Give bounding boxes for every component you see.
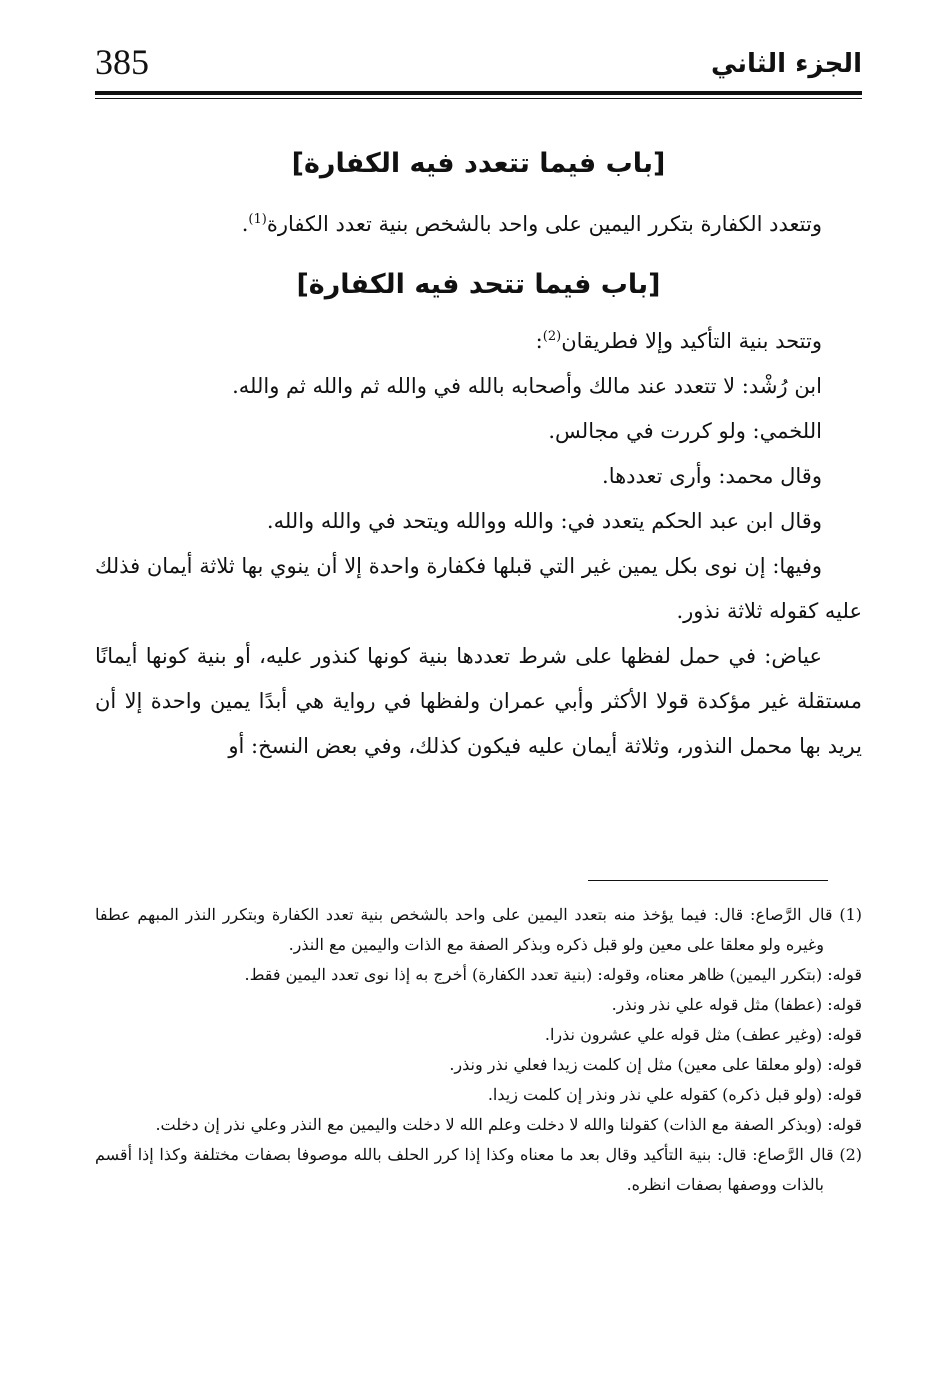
page-number: 385 (95, 42, 149, 82)
paragraph-end: : (535, 329, 543, 353)
footnote-line: قوله: (وبذكر الصفة مع الذات) كقولنا والله لا دخلت وعلم الله لا دخلت واليمين مع النذر وعلي نذر إن دخلت. (155, 1115, 862, 1134)
footnotes (95, 900, 862, 1200)
paragraph: وقال محمد: وأرى تعددها. (602, 464, 822, 488)
paragraph: اللخمي: ولو كررت في مجالس. (548, 419, 822, 443)
footnote-line: قوله: (عطفا) مثل قوله علي نذر ونذر. (611, 995, 862, 1014)
paragraph: وفيها: إن نوى بكل يمين غير التي قبلها فكفارة واحدة إلا أن ينوي بها ثلاثة أيمان فذلك عليه كقوله ثلاثة نذور. (95, 554, 862, 623)
paragraph-text: وتتحد بنية التأكيد وإلا فطريقان (561, 329, 822, 353)
footnote-line: قوله: (ولو قبل ذكره) كقوله علي نذر ونذر إن كلمت زيدا. (487, 1085, 862, 1104)
running-head: الجزء الثاني (710, 49, 862, 79)
paragraph: عياض: في حمل لفظها على شرط تعددها بنية كونها كنذور عليه، أو بنية كونها أيمانًا مستقلة غير مؤكدة قولا الأكثر وأبي عمران ولفظها في رواية هي أبدًا يمين واحدة إلا أن يريد بها محمل النذور، وثلاثة أيمان عليه فيكون كذلك، وفي بعض النسخ: أو (95, 644, 862, 758)
main-text (95, 140, 862, 769)
paragraph: ابن رُشْد: لا تتعدد عند مالك وأصحابه بالله في والله ثم والله ثم والله. (232, 374, 822, 398)
footnote-separator (588, 880, 828, 881)
paragraph-end: . (241, 212, 249, 236)
footnote: (1) قال الرَّصاع: قال: فيما يؤخذ منه بتعدد اليمين على واحد بالشخص بنية تعدد الكفارة وبتكرر النذر المبهم عطفا وغيره ولو معلقا على معين ولو قبل ذكره وبذكر الصفة مع الذات واليمين مع النذر. (95, 905, 863, 954)
section-heading: [باب فيما تتحد فيه الكفارة] (296, 269, 661, 300)
paragraph: وقال ابن عبد الحكم يتعدد في: والله ووالله ويتحد في والله والله. (266, 509, 822, 533)
header-rule-thin (95, 98, 862, 99)
footnote-line: قوله: (بتكرر اليمين) ظاهر معناه، وقوله: (بنية تعدد الكفارة) أخرج به إذا نوى تعدد اليمين فقط. (244, 965, 862, 984)
header-rule-thick (95, 91, 862, 95)
section-heading: [باب فيما تتعدد فيه الكفارة] (291, 148, 666, 179)
footnote-ref: (1) (248, 212, 267, 227)
footnote-ref: (2) (542, 329, 562, 344)
page-header (95, 40, 862, 98)
footnote-line: قوله: (ولو معلقا على معين) مثل إن كلمت زيدا فعلي نذر ونذر. (449, 1055, 862, 1074)
footnote-line: قوله: (وغير عطف) مثل قوله علي عشرون نذرا. (544, 1025, 862, 1044)
paragraph-text: وتتعدد الكفارة بتكرر اليمين على واحد بالشخص بنية تعدد الكفارة (266, 212, 822, 236)
paragraph (95, 202, 862, 247)
paragraph (95, 319, 862, 364)
footnote: (2) قال الرَّصاع: قال: بنية التأكيد وقال بعد ما معناه وكذا إذا كرر الحلف بالله موصوفا بصفات مختلفة وكذا إذا أقسم بالذات ووصفها بصفات انظره. (95, 1145, 862, 1194)
